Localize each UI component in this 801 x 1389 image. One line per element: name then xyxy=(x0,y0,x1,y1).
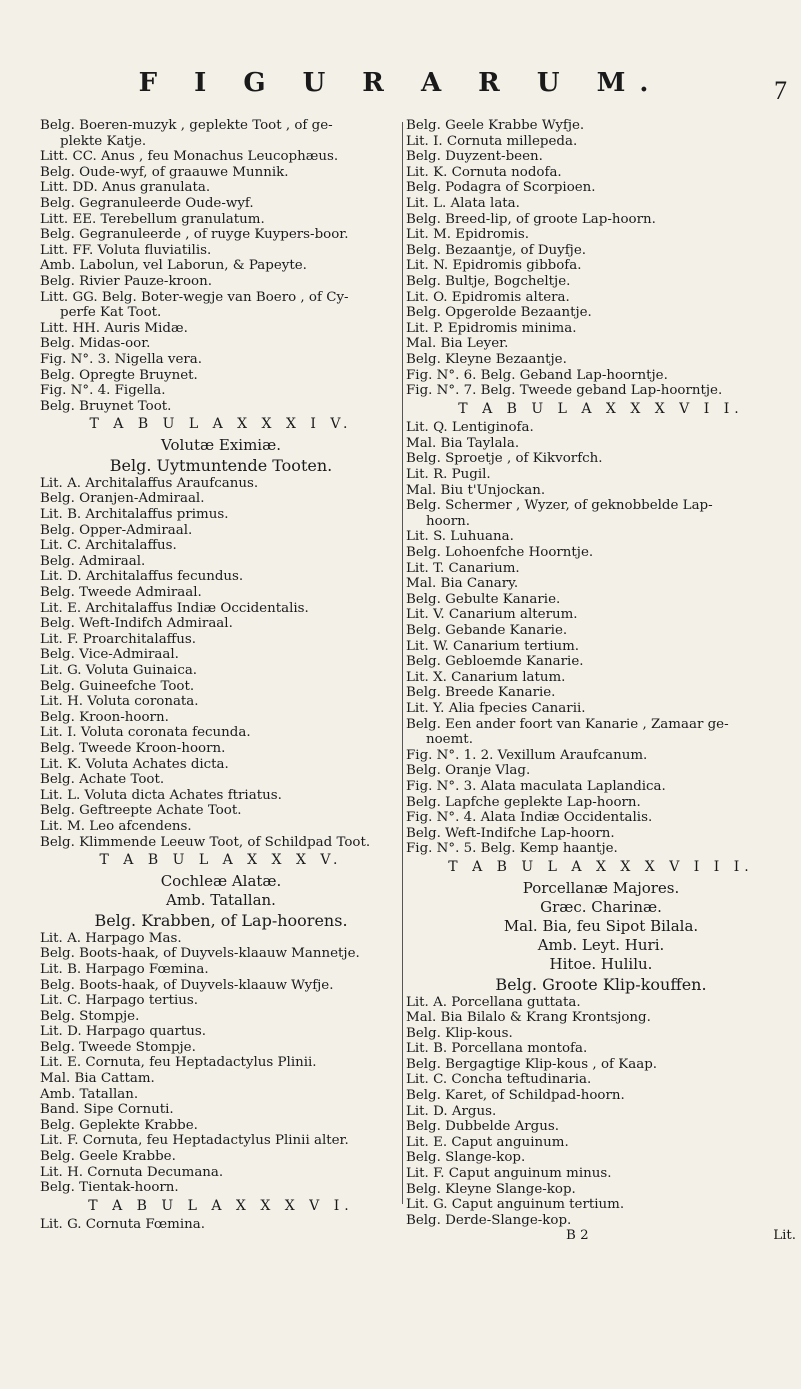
catalog-entry: Lit. F. Proarchitalaffus. xyxy=(40,631,196,647)
catalog-entry: Belg. Gebande Kanarie. xyxy=(406,623,568,638)
catalog-entry: Belg. Midas-oor. xyxy=(40,336,151,352)
catalog-entry: hoorn. xyxy=(426,513,471,529)
section-heading: T A B U L A X X X V I I I. xyxy=(448,858,754,875)
catalog-entry: Lit. Q. Lentiginofa. xyxy=(406,420,534,436)
catalog-entry: perfe Kat Toot. xyxy=(60,305,162,321)
catalog-entry: Litt. CC. Anus , feu Monachus Leucophæus. xyxy=(40,149,339,165)
catalog-entry: Belg. Weft-Indifch Admiraal. xyxy=(40,616,233,632)
catalog-entry: Lit. D. Harpago quartus. xyxy=(40,1024,207,1040)
catalog-entry: Belg. Kleyne Bezaantje. xyxy=(406,351,567,367)
catalog-entry: Lit. F. Caput anguinum minus. xyxy=(406,1166,612,1182)
catalog-entry: Lit. A. Architalaffus Araufcanus. xyxy=(40,475,259,491)
catalog-entry: Amb. Labolun, vel Laborun, & Papeyte. xyxy=(40,258,307,274)
catalog-entry: Belg. Lapfche geplekte Lap-hoorn. xyxy=(406,794,641,810)
catalog-entry: Belg. Opregte Bruynet. xyxy=(40,367,198,383)
catalog-entry: Belg. Derde-Slange-kop. xyxy=(406,1212,572,1228)
right-column xyxy=(406,118,796,1244)
catalog-entry: Lit. G. Voluta Guinaica. xyxy=(40,663,198,678)
catalog-entry: Belg. Bezaantje, of Duyfje. xyxy=(406,242,587,258)
catalog-entry: plekte Katje. xyxy=(60,133,147,149)
catalog-entry: Lit. W. Canarium tertium. xyxy=(406,638,580,654)
catalog-entry: Lit. L. Alata lata. xyxy=(406,195,520,211)
catalog-entry: Mal. Biu t'Unjockan. xyxy=(406,482,546,498)
catalog-entry: Belg. Tweede Stompje. xyxy=(40,1039,196,1055)
section-heading: Hitoe. Hulilu. xyxy=(549,954,653,973)
catalog-entry: Lit. D. Architalaffus fecundus. xyxy=(40,569,244,585)
catalog-entry: Lit. M. Epidromis. xyxy=(406,227,530,243)
section-heading: Volutæ Eximiæ. xyxy=(161,435,281,454)
catalog-entry: Belg. Bergagtige Klip-kous , of Kaap. xyxy=(406,1056,658,1072)
catalog-entry: Lit. E. Cornuta, feu Heptadactylus Plinii. xyxy=(40,1055,317,1071)
catalog-entry: Belg. Geftreepte Achate Toot. xyxy=(40,803,242,819)
catalog-entry: Belg. Geplekte Krabbe. xyxy=(40,1117,198,1133)
section-heading: Porcellanæ Majores. xyxy=(522,878,680,897)
catalog-entry: Belg. Gegranuleerde Oude-wyf. xyxy=(40,195,254,211)
catalog-entry: Lit. P. Epidromis minima. xyxy=(406,320,577,336)
running-head: F I G U R A R U M. xyxy=(138,68,663,98)
catalog-entry: Belg. Gebulte Kanarie. xyxy=(406,591,561,607)
catalog-entry: Belg. Tweede Admiraal. xyxy=(40,585,202,601)
catalog-entry: Belg. Achate Toot. xyxy=(40,772,165,788)
catalog-entry: Belg. Gegranuleerde , of ruyge Kuypers-boor. xyxy=(40,227,349,243)
catalog-entry: Lit. M. Leo afcendens. xyxy=(40,818,192,834)
catalog-entry: Lit. B. Harpago Fœmina. xyxy=(40,961,209,977)
catalog-entry: Belg. Boots-haak, of Duyvels-klaauw Wyfje. xyxy=(40,977,334,993)
catalog-entry: Lit. E. Architalaffus Indiæ Occidentalis. xyxy=(40,600,309,616)
catalog-entry: Lit. V. Canarium alterum. xyxy=(406,607,578,623)
catalog-entry: Mal. Bia Canary. xyxy=(406,576,519,592)
catalog-entry: Belg. Tweede Kroon-hoorn. xyxy=(40,740,226,756)
catalog-entry: Belg. Stompje. xyxy=(40,1008,140,1024)
catalog-entry: Lit. I. Cornuta millepeda. xyxy=(406,133,578,149)
catalog-entry: Lit. K. Voluta Achates dicta. xyxy=(40,756,229,772)
catalog-entry: Belg. Kleyne Slange-kop. xyxy=(406,1181,576,1197)
catalog-entry: Lit. D. Argus. xyxy=(406,1103,497,1119)
catalog-entry: Mal. Bia Leyer. xyxy=(406,336,509,352)
catalog-entry: Lit. H. Voluta coronata. xyxy=(40,694,199,710)
catalog-entry: Belg. Opper-Admiraal. xyxy=(40,522,193,538)
catalog-entry: Lit. K. Cornuta nodofa. xyxy=(406,164,562,180)
catalog-entry: Lit. G. Cornuta Fœmina. xyxy=(40,1217,206,1233)
section-heading: T A B U L A X X X V. xyxy=(99,852,343,869)
catalog-entry: Fig. N°. 4. Alata Indiæ Occidentalis. xyxy=(406,810,653,826)
catalog-entry: Lit. C. Concha teftudinaria. xyxy=(406,1072,592,1088)
catalog-entry: Belg. Sproetje , of Kikvorfch. xyxy=(406,451,603,467)
catalog-entry: Belg. Dubbelde Argus. xyxy=(406,1119,559,1135)
section-heading: Amb. Tatallan. xyxy=(166,890,276,909)
section-heading: Belg. Uytmuntende Tooten. xyxy=(109,455,333,475)
catalog-entry: Lit. B. Architalaffus primus. xyxy=(40,507,229,523)
catalog-entry: Belg. Breed-lip, of groote Lap-hoorn. xyxy=(406,211,656,227)
catalog-entry: Belg. Bruynet Toot. xyxy=(40,398,172,414)
catalog-entry: Fig. N°. 6. Belg. Geband Lap-hoorntje. xyxy=(406,367,668,383)
catalog-entry: Litt. HH. Auris Midæ. xyxy=(40,320,188,336)
catalog-entry: Lit. C. Architalaffus. xyxy=(40,538,177,554)
catalog-entry: Lit. A. Harpago Mas. xyxy=(40,930,182,946)
catalog-entry: Belg. Podagra of Scorpioen. xyxy=(406,180,596,196)
catalog-entry: Belg. Breede Kanarie. xyxy=(406,685,556,701)
catalog-entry: Belg. Admiraal. xyxy=(40,553,146,569)
section-heading: Græc. Charinæ. xyxy=(540,897,662,916)
catalog-entry: Fig. N°. 3. Alata maculata Laplandica. xyxy=(406,778,666,794)
catalog-entry: Belg. Een ander foort van Kanarie , Zamaar ge- xyxy=(406,716,729,732)
section-heading: T A B U L A X X X I V. xyxy=(89,416,353,433)
catalog-entry: Belg. Boots-haak, of Duyvels-klaauw Mannetje. xyxy=(40,946,360,962)
catalog-entry: Lit. I. Voluta coronata fecunda. xyxy=(40,725,251,741)
catalog-entry: Belg. Klip-kous. xyxy=(406,1025,513,1041)
catalog-entry: Lit. S. Luhuana. xyxy=(406,529,514,545)
section-heading: Cochleæ Alatæ. xyxy=(160,871,282,890)
catalog-entry: Fig. N°. 4. Figella. xyxy=(40,383,166,399)
catalog-entry: Belg. Duyzent-been. xyxy=(406,149,543,165)
catalog-entry: Lit. Y. Alia fpecies Canarii. xyxy=(406,700,586,716)
section-heading: Amb. Leyt. Huri. xyxy=(537,935,665,954)
catalog-entry: Belg. Oranje Vlag. xyxy=(406,763,531,779)
section-heading: Belg. Groote Klip-kouffen. xyxy=(495,974,707,994)
catalog-entry: Litt. DD. Anus granulata. xyxy=(40,180,211,196)
catalog-entry: Belg. Opgerolde Bezaantje. xyxy=(406,305,592,321)
catalog-entry: Fig. N°. 1. 2. Vexillum Araufcanum. xyxy=(406,747,648,763)
catalog-entry: Belg. Slange-kop. xyxy=(406,1150,526,1166)
catalog-entry: Belg. Geele Krabbe. xyxy=(40,1149,176,1165)
catalog-entry: Fig. N°. 5. Belg. Kemp haantje. xyxy=(406,841,618,857)
catalog-entry: Litt. GG. Belg. Boter-wegje van Boero , of Cy- xyxy=(40,289,349,305)
catalog-entry: Lit. L. Voluta dicta Achates ftriatus. xyxy=(40,787,282,803)
catalog-entry: Lit. R. Pugil. xyxy=(406,467,491,483)
catalog-entry: Belg. Oude-wyf, of graauwe Munnik. xyxy=(40,164,289,180)
catalog-entry: Belg. Klimmende Leeuw Toot, of Schildpad Toot. xyxy=(40,834,371,850)
catalog-entry: Amb. Tatallan. xyxy=(40,1086,139,1102)
catalog-entry: Belg. Oranjen-Admiraal. xyxy=(40,491,205,507)
catalog-entry: Lit. C. Harpago tertius. xyxy=(40,993,198,1009)
catalog-entry: Mal. Bia Taylala. xyxy=(406,435,520,451)
section-heading: Mal. Bia, feu Sipot Bilala. xyxy=(503,916,699,935)
catalog-entry: Lit. A. Porcellana guttata. xyxy=(406,994,581,1010)
catalog-entry: Belg. Boeren-muzyk , geplekte Toot , of ge- xyxy=(40,118,333,133)
catalog-entry: Litt. FF. Voluta fluviatilis. xyxy=(40,242,212,258)
right-column-entries xyxy=(406,118,796,1228)
section-heading: T A B U L A X X X V I I. xyxy=(458,400,744,417)
catalog-entry: Belg. Schermer , Wyzer, of geknobbelde Lap- xyxy=(406,498,713,514)
catalog-entry: Belg. Karet, of Schildpad-hoorn. xyxy=(406,1088,625,1104)
catalog-entry: Belg. Geele Krabbe Wyfje. xyxy=(406,118,585,133)
left-column xyxy=(40,118,402,1233)
catalog-entry: Lit. E. Caput anguinum. xyxy=(406,1134,569,1150)
catalog-entry: Lit. X. Canarium latum. xyxy=(406,669,566,685)
catalog-entry: Belg. Lohoenfche Hoorntje. xyxy=(406,545,594,561)
section-heading: Belg. Krabben, of Lap-hoorens. xyxy=(94,910,348,930)
catalog-entry: Lit. O. Epidromis altera. xyxy=(406,289,570,305)
page-footer xyxy=(406,1228,796,1244)
catalog-entry: Mal. Bia Cattam. xyxy=(40,1071,155,1087)
catalog-entry: Lit. N. Epidromis gibbofa. xyxy=(406,258,582,274)
catalog-entry: Belg. Bultje, Bogcheltje. xyxy=(406,273,571,289)
catalog-entry: Belg. Tientak-hoorn. xyxy=(40,1180,179,1196)
catalog-entry: Belg. Gebloemde Kanarie. xyxy=(406,654,584,670)
page-number: 7 xyxy=(774,76,787,105)
catalog-entry: Belg. Rivier Pauze-kroon. xyxy=(40,273,212,289)
catalog-entry: Lit. H. Cornuta Decumana. xyxy=(40,1164,224,1180)
catalog-entry: Lit. G. Caput anguinum tertium. xyxy=(406,1197,625,1213)
catalog-entry: Lit. F. Cornuta, feu Heptadactylus Plinii alter. xyxy=(40,1133,349,1149)
catalog-entry: noemt. xyxy=(426,732,473,748)
catalog-entry: Belg. Kroon-hoorn. xyxy=(40,709,169,725)
catalog-entry: Fig. N°. 3. Nigella vera. xyxy=(40,351,203,367)
catalog-entry: Belg. Weft-Indifche Lap-hoorn. xyxy=(406,825,615,841)
section-heading: T A B U L A X X X V I. xyxy=(88,1197,354,1214)
catalog-entry: Belg. Vice-Admiraal. xyxy=(40,647,179,663)
catalog-entry: Lit. B. Porcellana montofa. xyxy=(406,1041,588,1057)
catalog-entry: Fig. N°. 7. Belg. Tweede geband Lap-hoorntje. xyxy=(406,383,723,399)
catalog-entry: Mal. Bia Bilalo & Krang Krontsjong. xyxy=(406,1010,651,1026)
catalog-entry: Litt. EE. Terebellum granulatum. xyxy=(40,211,265,227)
signature-mark: B 2 xyxy=(566,1228,589,1244)
catalog-entry: Band. Sipe Cornuti. xyxy=(40,1102,174,1118)
catalog-entry: Lit. T. Canarium. xyxy=(406,560,520,576)
catalog-entry: Belg. Guineefche Toot. xyxy=(40,678,195,694)
catchword: Lit. xyxy=(773,1228,796,1244)
